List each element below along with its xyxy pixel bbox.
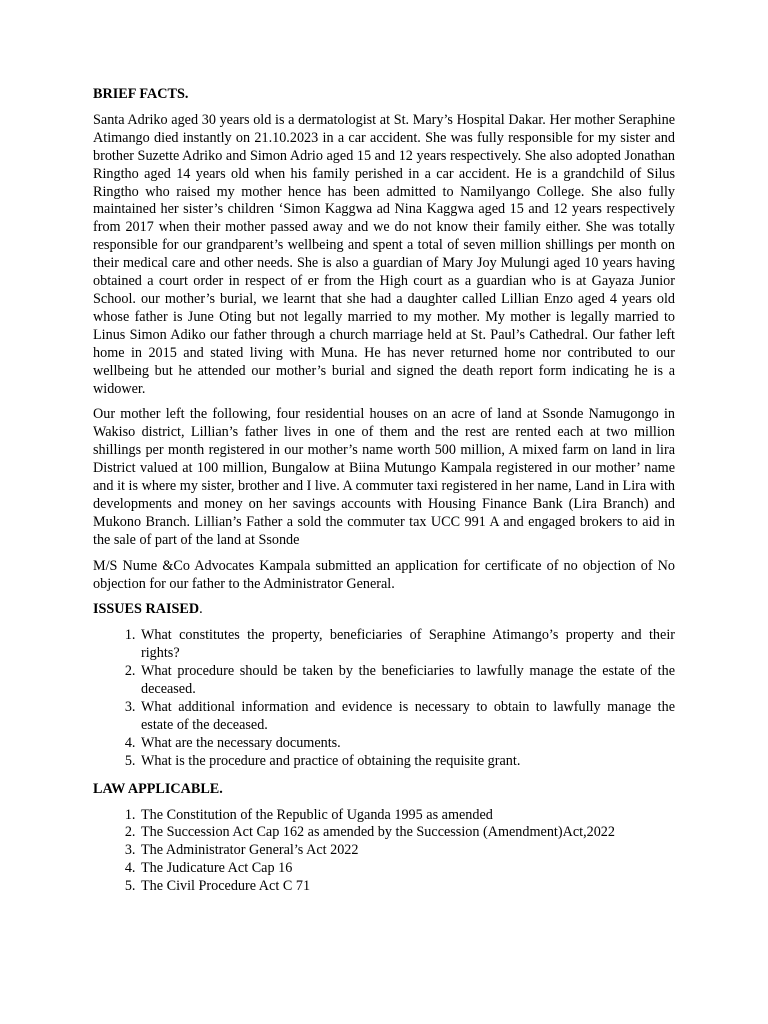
law-item: 2. The Succession Act Cap 162 as amended by the Succession (Amendment)Act,2022 [139, 824, 675, 842]
law-item: 1. The Constitution of the Republic of Uganda 1995 as amended [139, 807, 675, 825]
brief-facts-paragraph-3: M/S Nume &Co Advocates Kampala submitted an application for certificate of no objection of No objection for our father to the Administrator General. [93, 557, 675, 592]
document-body [93, 86, 675, 906]
law-item: 5. The Civil Procedure Act C 71 [139, 878, 675, 896]
issue-item: 4. What are the necessary documents. [139, 735, 675, 753]
law-item: 3. The Administrator General’s Act 2022 [139, 842, 675, 860]
issue-item: 1. What constitutes the property, beneficiaries of Seraphine Atimango’s property and their rights? [139, 627, 675, 663]
brief-facts-paragraph-2: Our mother left the following, four residential houses on an acre of land at Ssonde Namugongo in Wakiso district, Lillian’s father lives in one of them and the rest are rented each at two million shillings per month registered in our mother’s name worth 500 million, A mixed farm on land in lira District valued at 100 million, Bungalow at Biina Mutungo Kampala registered in our mother’ name and it is where my sister, brother and I live. A commuter taxi registered in her name, Land in Lira with developments and money on her savings accounts with Housing Finance Bank (Lira Branch) and Mukono Branch. Lillian’s Father a sold the commuter tax UCC 991 A and engaged brokers to aid in the sale of part of the land at Ssonde [93, 406, 675, 548]
law-item: 4. The Judicature Act Cap 16 [139, 860, 675, 878]
issue-item: 2. What procedure should be taken by the beneficiaries to lawfully manage the estate of the deceased. [139, 663, 675, 699]
issues-list [93, 627, 675, 770]
issues-raised-heading-text: ISSUES RAISED [93, 601, 200, 618]
issues-raised-heading-period: . [199, 601, 203, 618]
brief-facts-heading: BRIEF FACTS. [93, 86, 189, 102]
issues-raised-heading [93, 601, 675, 619]
issue-item: 5. What is the procedure and practice of obtaining the requisite grant. [139, 753, 675, 771]
brief-facts-paragraph-1: Santa Adriko aged 30 years old is a dermatologist at St. Mary’s Hospital Dakar. Her mother Seraphine Atimango died instantly on 21.10.2023 in a car accident. She was fully responsible for my sister and brother Suzette Adriko and Simon Adrio aged 15 and 12 years respectively. She also adopted Jonathan Ringtho aged 14 years old when his family perished in a car accident. He is a grandchild of Silus Ringtho who raised my mother hence has been admitted to Namilyango College. She also fully maintained her sister’s children ‘Simon Kaggwa ad Nina Kaggwa aged 15 and 12 years respectively from 2017 when their mother passed away and we do not know their family either. She was totally responsible for our grandparent’s wellbeing and spent a total of seven million shillings per month on their medical care and other needs. She is also a guardian of Mary Joy Mulungi aged 10 years having obtained a court order in respect of er from the High court as a guardian who is at Gayaza Junior School. our mother’s burial, we learnt that she had a daughter called Lillian Enzo aged 4 years old whose father is June Oting but not legally married to my mother. My mother is legally married to Linus Simon Adiko our father through a church marriage held at St. Paul’s Cathedral. Our father left home in 2015 and stated living with Muna. He has never returned home nor contributed to our wellbeing but he attended our mother’s burial and signed the death report form indicating he is a widower. [93, 111, 675, 397]
issue-item: 3. What additional information and evidence is necessary to obtain to lawfully manage the estate of the deceased. [139, 699, 675, 735]
law-applicable-list [93, 807, 675, 897]
law-applicable-heading: LAW APPLICABLE. [93, 780, 223, 797]
